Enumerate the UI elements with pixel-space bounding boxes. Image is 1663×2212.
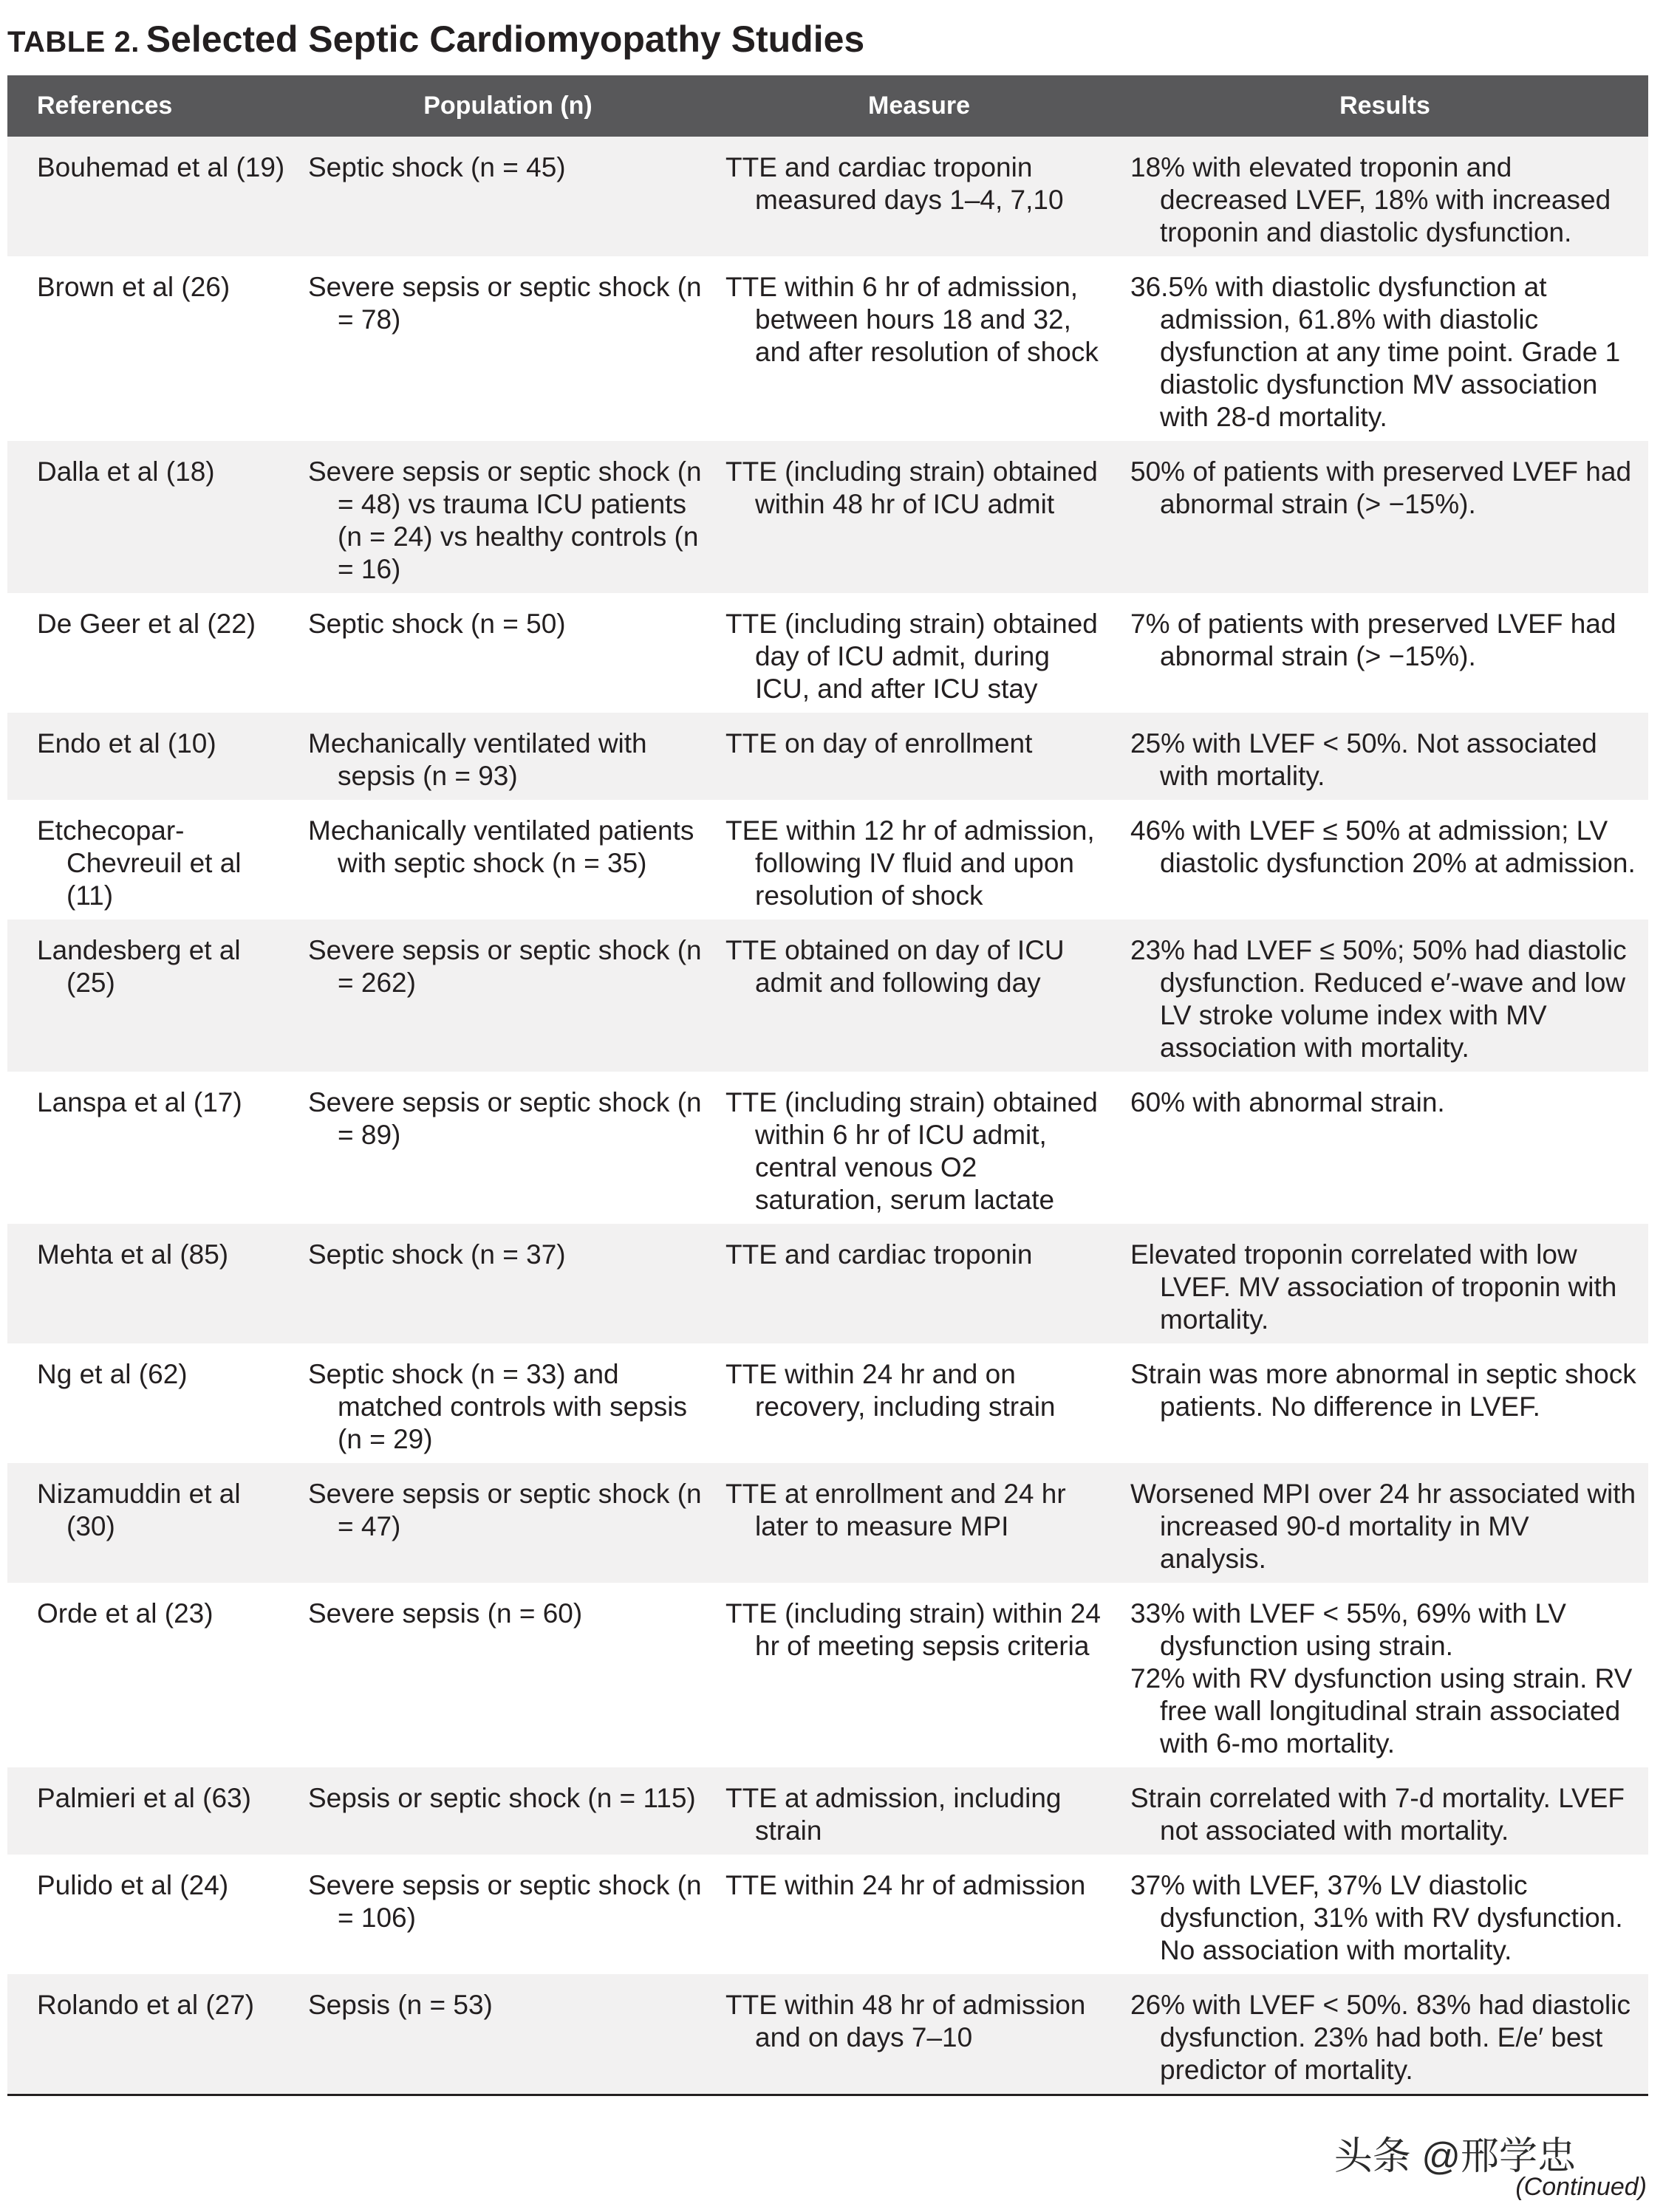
cell-population: Septic shock (n = 33) and matched controls with sepsis (n = 29): [308, 1359, 687, 1454]
cell-measure: TTE at enrollment and 24 hr later to measure MPI: [725, 1479, 1066, 1541]
cell-measure: TTE obtained on day of ICU admit and following day: [725, 935, 1065, 998]
cell-reference: Mehta et al (85): [37, 1239, 229, 1270]
cell-results: 7% of patients with preserved LVEF had abnormal strain (> −15%).: [1130, 609, 1616, 671]
watermark: 头条 @邢学忠: [1334, 2135, 1576, 2178]
table-header-row: [7, 75, 1648, 137]
cell-population: Septic shock (n = 45): [308, 152, 566, 182]
cell-results: Strain was more abnormal in septic shock patients. No difference in LVEF.: [1130, 1359, 1636, 1422]
cell-reference: Dalla et al (18): [37, 456, 215, 487]
table-row: [7, 441, 1648, 593]
cell-measure: TTE within 24 hr and on recovery, including strain: [725, 1359, 1056, 1422]
table-title-text: Selected Septic Cardiomyopathy Studies: [146, 18, 865, 60]
cell-reference: Palmieri et al (63): [37, 1783, 251, 1813]
cell-reference: Endo et al (10): [37, 728, 216, 759]
column-header-references: References: [37, 92, 173, 120]
cell-reference: De Geer et al (22): [37, 609, 256, 639]
cell-results: Elevated troponin correlated with low LVEF. MV association of troponin with mortality.: [1130, 1239, 1617, 1335]
cell-reference: Bouhemad et al (19): [37, 152, 285, 182]
cell-results: 25% with LVEF < 50%. Not associated with mortality.: [1130, 728, 1597, 791]
cell-population: Sepsis (n = 53): [299, 1974, 717, 2095]
cell-results: 36.5% with diastolic dysfunction at admission, 61.8% with diastolic dysfunction at any time point. Grade 1 diastolic dysfunction MV association with 28-d mortality.: [1130, 272, 1621, 432]
cell-measure: TTE within 6 hr of admission, between hours 18 and 32, and after resolution of shock: [725, 272, 1099, 367]
table-row: [7, 1583, 1648, 1767]
table-row: [7, 1974, 1648, 2095]
table-body: [7, 137, 1648, 2095]
cell-reference: Orde et al (23): [37, 1598, 214, 1629]
cell-measure: TTE (including strain) obtained within 48 hr of ICU admit: [725, 456, 1098, 519]
cell-results: 50% of patients with preserved LVEF had abnormal strain (> −15%).: [1130, 456, 1632, 519]
cell-results: 23% had LVEF ≤ 50%; 50% had diastolic dysfunction. Reduced e′-wave and low LV stroke volume index with MV association with mortality.: [1130, 935, 1627, 1063]
cell-measure: TTE and cardiac troponin measured days 1–4, 7,10: [725, 152, 1064, 215]
column-header-population: Population (n): [423, 92, 593, 120]
cell-reference: Brown et al (26): [37, 272, 231, 302]
column-header-results: Results: [1339, 92, 1430, 120]
cell-results: Strain correlated with 7-d mortality. LVEF not associated with mortality.: [1130, 1783, 1625, 1846]
cell-measure: TTE and cardiac troponin: [725, 1239, 1033, 1270]
cell-reference: Lanspa et al (17): [37, 1087, 242, 1117]
cell-results: 18% with elevated troponin and decreased LVEF, 18% with increased troponin and diastolic dysfunction.: [1130, 152, 1611, 247]
table-row: [7, 1224, 1648, 1343]
cell-results: 60% with abnormal strain.: [1130, 1087, 1445, 1117]
cell-measure: TTE within 48 hr of admission and on days 7–10: [717, 1974, 1121, 2095]
table-row: [7, 713, 1648, 800]
table-row: [7, 1855, 1648, 1974]
cell-results: 37% with LVEF, 37% LV diastolic dysfunction, 31% with RV dysfunction. No association with mortality.: [1130, 1870, 1623, 1965]
continued-note: (Continued): [1515, 2173, 1647, 2201]
cell-measure: TTE on day of enrollment: [725, 728, 1033, 759]
cell-population: Severe sepsis or septic shock (n = 48) vs trauma ICU patients (n = 24) vs healthy controls (n = 16): [308, 456, 702, 584]
cell-results: 26% with LVEF < 50%. 83% had diastolic dysfunction. 23% had both. E/e′ best predictor of mortality.: [1121, 1974, 1648, 2095]
cell-population: Septic shock (n = 37): [308, 1239, 566, 1270]
cell-population: Severe sepsis or septic shock (n = 47): [308, 1479, 702, 1541]
cell-measure: TTE (including strain) obtained within 6 hr of ICU admit, central venous O2 saturation, serum lactate: [725, 1087, 1098, 1215]
cell-population: Severe sepsis or septic shock (n = 89): [308, 1087, 702, 1150]
cell-results: 33% with LVEF < 55%, 69% with LV dysfunction using strain. 72% with RV dysfunction using strain. RV free wall longitudinal strain associated with 6-mo mortality.: [1130, 1598, 1633, 1759]
table-row: [7, 593, 1648, 713]
table-row: [7, 1343, 1648, 1463]
column-header-measure: Measure: [868, 92, 970, 120]
table-row: [7, 137, 1648, 256]
cell-reference: Ng et al (62): [37, 1359, 188, 1389]
table-label: TABLE 2.: [7, 26, 140, 58]
cell-population: Mechanically ventilated with sepsis (n = 93): [308, 728, 647, 791]
cell-reference: Rolando et al (27): [7, 1974, 299, 2095]
cell-population: Severe sepsis (n = 60): [308, 1598, 583, 1629]
table-row: [7, 256, 1648, 441]
table-row: [7, 920, 1648, 1072]
cell-population: Septic shock (n = 50): [308, 609, 566, 639]
cell-population: Mechanically ventilated patients with septic shock (n = 35): [308, 815, 694, 878]
cell-population: Severe sepsis or septic shock (n = 262): [308, 935, 702, 998]
cell-reference: Landesberg et al (25): [37, 935, 241, 998]
cell-results: Worsened MPI over 24 hr associated with increased 90-d mortality in MV analysis.: [1130, 1479, 1636, 1574]
studies-table: [7, 75, 1648, 2096]
cell-results: 46% with LVEF ≤ 50% at admission; LV diastolic dysfunction 20% at admission.: [1130, 815, 1636, 878]
cell-population: Severe sepsis or septic shock (n = 106): [308, 1870, 702, 1933]
table-row: [7, 1767, 1648, 1855]
cell-population: Severe sepsis or septic shock (n = 78): [308, 272, 702, 335]
table-row: [7, 800, 1648, 920]
table-row: [7, 1072, 1648, 1224]
cell-measure: TTE (including strain) within 24 hr of meeting sepsis criteria: [725, 1598, 1101, 1661]
cell-measure: TEE within 12 hr of admission, following IV fluid and upon resolution of shock: [725, 815, 1095, 911]
cell-population: Sepsis or septic shock (n = 115): [308, 1783, 696, 1813]
cell-measure: TTE within 24 hr of admission: [725, 1870, 1086, 1900]
cell-reference: Pulido et al (24): [37, 1870, 229, 1900]
table-row: [7, 1463, 1648, 1583]
cell-measure: TTE at admission, including strain: [725, 1783, 1062, 1846]
cell-reference: Etchecopar-Chevreuil et al (11): [37, 815, 242, 911]
cell-measure: TTE (including strain) obtained day of ICU admit, during ICU, and after ICU stay: [725, 609, 1098, 704]
table-title: [7, 18, 865, 60]
cell-reference: Nizamuddin et al (30): [37, 1479, 241, 1541]
